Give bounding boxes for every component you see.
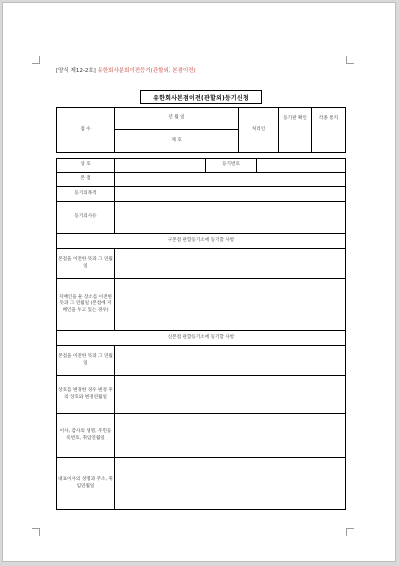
crop-mark xyxy=(346,528,354,536)
processor-label: 처리인 xyxy=(239,108,279,153)
receipt-number: 제 호 xyxy=(115,130,239,153)
name-change-label: 상호를 변경한 경우 변경 후의 상호와 변경연월일 xyxy=(57,376,115,414)
registrar-check-label: 등기관 확인 xyxy=(279,108,312,130)
directors-value[interactable] xyxy=(115,414,346,458)
representative-label: 대표이사의 성명과 주소, 취임연월일 xyxy=(57,458,115,510)
form-header-subtitle: (관할외, 본점이전) xyxy=(150,68,196,74)
trade-name-value[interactable] xyxy=(115,159,206,173)
new-relocation-label: 본점을 이전한 뜻과 그 연월일 xyxy=(57,346,115,376)
new-office-section: 신본점 관할등기소에 등기할 사항 xyxy=(57,331,346,346)
notice-cell[interactable] xyxy=(312,130,346,153)
new-relocation-value[interactable] xyxy=(115,346,346,376)
reg-number-value[interactable] xyxy=(257,159,346,173)
trade-name-label: 상 호 xyxy=(57,159,115,173)
form-title: 유한회사본점이전(관할외)등기신청 xyxy=(140,90,262,104)
crop-mark xyxy=(32,528,40,536)
manager-relocation-value[interactable] xyxy=(115,279,346,331)
receipt-table xyxy=(56,107,346,153)
notice-label: 각종 통지 xyxy=(312,108,346,130)
purpose-label: 등기의목적 xyxy=(57,187,115,202)
representative-value[interactable] xyxy=(115,458,346,510)
registration-table xyxy=(56,158,346,510)
relocation-label: 본점을 이전한 뜻과 그 연월일 xyxy=(57,249,115,279)
manager-relocation-label: 지배인을 둔 장소를 이전한 뜻과 그 연월일 (본점에 지배인을 두고 있는 경우) xyxy=(57,279,115,331)
receipt-date: 년 월 일 xyxy=(115,108,239,130)
reason-value[interactable] xyxy=(115,202,346,234)
directors-label: 이사, 감사의 성명, 주민등록번호, 취임연월일 xyxy=(57,414,115,458)
form-number: [양식 제12-2호] xyxy=(56,68,96,74)
reg-number-label: 등기번호 xyxy=(206,159,257,173)
crop-mark xyxy=(32,56,40,64)
form-header-title: 유한회사분회이전등기 xyxy=(97,68,151,74)
old-office-section: 구본점 관할등기소에 등기할 사항 xyxy=(57,234,346,249)
relocation-value[interactable] xyxy=(115,249,346,279)
registrar-check-cell[interactable] xyxy=(279,130,312,153)
form-header xyxy=(56,66,196,74)
reason-label: 등기의사유 xyxy=(57,202,115,234)
purpose-value[interactable] xyxy=(115,187,346,202)
crop-mark xyxy=(346,56,354,64)
head-office-label: 본 점 xyxy=(57,173,115,187)
receipt-label: 접 수 xyxy=(57,108,115,153)
head-office-value[interactable] xyxy=(115,173,346,187)
name-change-value[interactable] xyxy=(115,376,346,414)
